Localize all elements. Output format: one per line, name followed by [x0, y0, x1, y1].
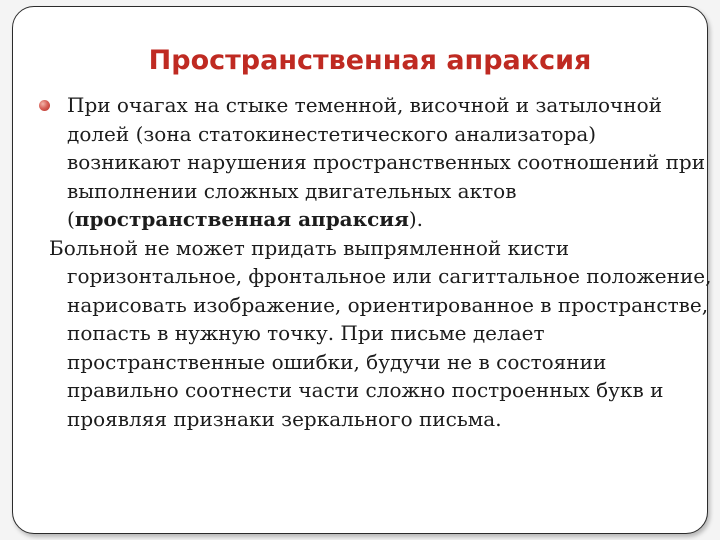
slide-title: Пространственная апраксия: [148, 45, 592, 76]
bullet-paragraph: [39, 91, 715, 234]
bullet-bold-term: пространственная апраксия: [74, 207, 409, 231]
slide-frame: [12, 6, 712, 534]
slide-body: [39, 91, 715, 433]
bullet-icon: [39, 100, 50, 111]
description-paragraph: Больной не может придать выпрямленной кисти горизонтальное, фронтальное или сагиттальное положение, нарисовать изображение, ориентированное в пространстве, попасть в нужную точку. При письме делает пространственные ошибки, будучи не в состоянии правильно соотнести части сложно построенных букв и проявляя признаки зеркального письма.: [49, 235, 712, 431]
bullet-text-after: ).: [408, 207, 424, 231]
bullet-text-before: При очагах на стыке теменной, височной и затылочной долей (зона статокинестетического анализатора) возникают нарушения пространственных соотношений при выполнении сложных двигательных актов (: [67, 93, 706, 231]
